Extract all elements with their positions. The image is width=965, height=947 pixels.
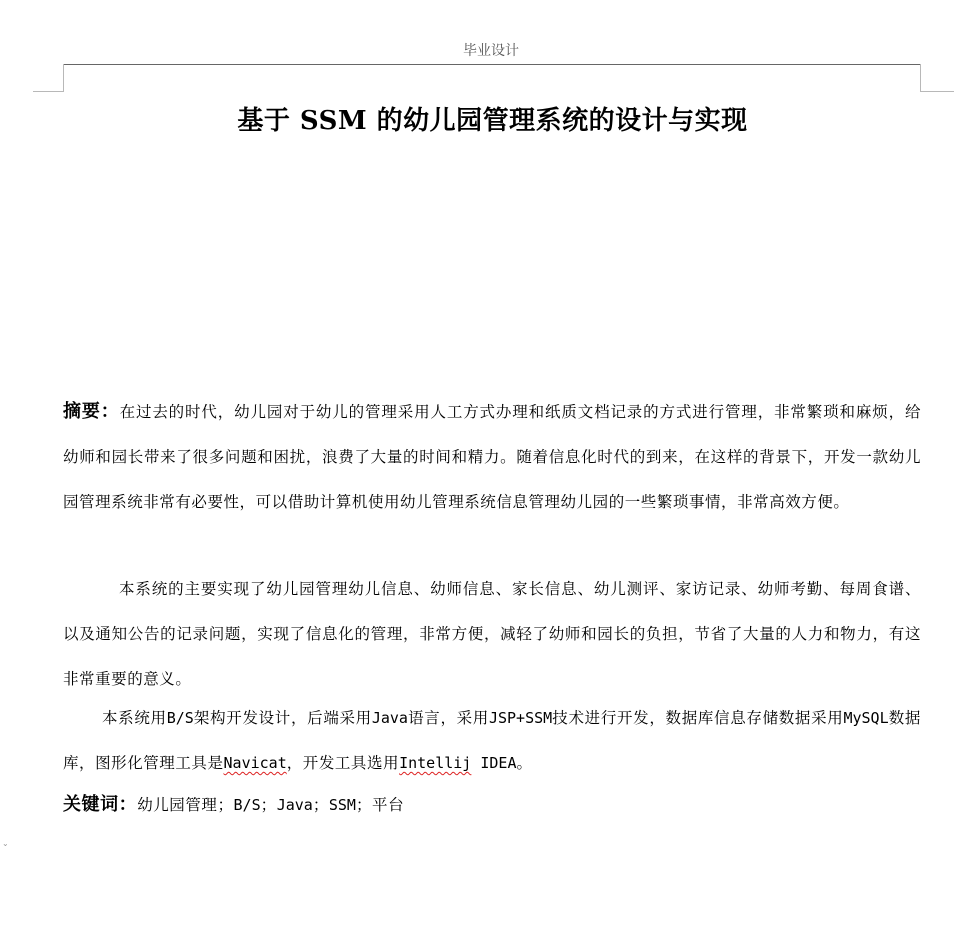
margin-marker-icon: ⌄ [2, 839, 9, 848]
p3-part3: 语言，采用 [407, 709, 489, 727]
keyword-separator: ； [312, 796, 329, 814]
crop-mark-right-vertical [920, 64, 921, 92]
document-title: 基于 SSM 的幼儿园管理系统的设计与实现 [237, 106, 748, 136]
p3-mysql: MySQL [843, 709, 889, 727]
p3-intellij: Intellij [399, 754, 472, 772]
p3-part5: 数据库，图形化管理工具是 [63, 709, 921, 772]
p3-part4: 技术进行开发，数据库信息存储数据采用 [552, 709, 844, 727]
p3-part2: 架构开发设计，后端采用 [193, 709, 372, 727]
header-rule [63, 64, 921, 65]
keyword-separator: ； [355, 796, 373, 814]
abstract-paragraph-2: 本系统的主要实现了幼儿园管理幼儿信息、幼师信息、家长信息、幼儿测评、家访记录、幼师考勤、每周食谱、以及通知公告的记录问题，实现了信息化的管理，非常方便，减轻了幼师和园长的负担，节省了大量的人力和物力，有这非常重要的意义。 [63, 580, 921, 688]
p3-tech: JSP+SSM [488, 709, 553, 727]
keyword-item: SSM [328, 796, 356, 814]
p3-bs: B/S [166, 709, 194, 727]
p3-idea: IDEA [471, 754, 517, 772]
keywords-label: 关键词： [63, 794, 138, 815]
keyword-item: 幼儿园管理 [137, 796, 218, 814]
keywords-line [63, 782, 921, 828]
abstract-label: 摘要： [63, 401, 120, 422]
p3-java: Java [371, 709, 408, 727]
keyword-item: B/S [233, 796, 261, 814]
abstract-paragraph-3 [63, 696, 921, 786]
p3-navicat: Navicat [223, 754, 287, 772]
keyword-item: 平台 [372, 796, 405, 814]
crop-mark-right-horizontal [920, 91, 954, 92]
p3-part7: 。 [516, 754, 533, 772]
p3-part1: 本系统用 [102, 709, 167, 727]
p3-part6: ，开发工具选用 [286, 754, 400, 772]
crop-mark-left-horizontal [33, 91, 64, 92]
abstract-text: 在过去的时代，幼儿园对于幼儿的管理采用人工方式办理和纸质文档记录的方式进行管理，非常繁琐和麻烦，给幼师和园长带来了很多问题和困扰，浪费了大量的时间和精力。随着信息化时代的到来，在这样的背景下，开发一款幼儿园管理系统非常有必要性，可以借助计算机使用幼儿管理系统信息管理幼儿园的一些繁琐事情，非常高效方便。 [63, 403, 922, 511]
keyword-item: Java [276, 796, 313, 814]
keyword-separator: ； [217, 796, 234, 814]
page-header-text: 毕业设计 [463, 43, 519, 59]
abstract-paragraph [63, 389, 921, 525]
keyword-separator: ； [260, 796, 277, 814]
crop-mark-left-vertical [63, 64, 64, 92]
